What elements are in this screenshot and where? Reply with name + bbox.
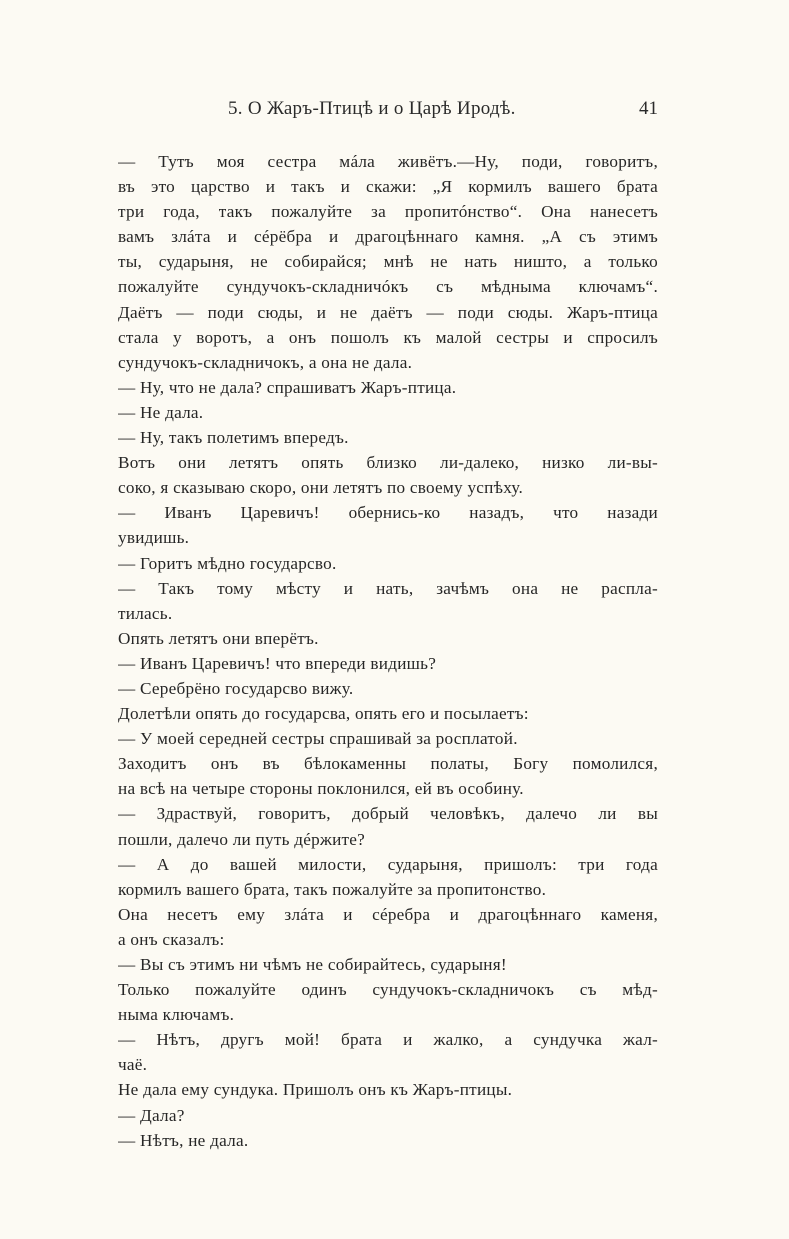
text-line: увидишь. — [118, 528, 190, 548]
text-line: Вотъ они летятъ опять близко ли-далеко, низко ли-вы- — [118, 453, 658, 473]
text-line: — А до вашей милости, сударыня, пришолъ: три года — [118, 854, 658, 874]
text-line: стала у воротъ, а онъ пошолъ къ малой сестры и спросилъ — [118, 327, 658, 347]
text-line: Не дала ему сундука. Пришолъ онъ къ Жаръ-птицы. — [118, 1080, 513, 1100]
text-line: — Нѣтъ, не дала. — [118, 1130, 249, 1150]
text-line: — Нѣтъ, другъ мой! брата и жалко, а сундучка жал- — [118, 1030, 658, 1050]
text-line: Заходитъ онъ въ бѣлокаменны полаты, Богу помолился, — [118, 754, 658, 774]
text-line: ныма ключамъ. — [118, 1005, 235, 1025]
page-header — [118, 98, 658, 128]
text-line: ты, сударыня, не собирайся; мнѣ не нать ништо, а только — [118, 252, 658, 272]
text-line: — Иванъ Царевичъ! обернись-ко назадъ, что назади — [118, 503, 658, 523]
text-line: а онъ сказалъ: — [118, 929, 225, 949]
text-line: — Дала? — [118, 1105, 185, 1125]
text-line: — У моей середней сестры спрашивай за росплатой. — [118, 729, 518, 749]
text-line: — Горитъ мѣдно государсво. — [118, 553, 337, 573]
text-line: — Вы съ этимъ ни чѣмъ не собирайтесь, сударыня! — [118, 955, 507, 974]
text-line: Опять летятъ они вперётъ. — [118, 628, 319, 648]
text-line: — Серебрёно государсво вижу. — [118, 678, 354, 698]
text-line: — Ну, что не дала? спрашиватъ Жаръ-птица. — [118, 377, 457, 397]
text-line: Даётъ — поди сюды, и не даётъ — поди сюды. Жаръ-птица — [118, 302, 658, 322]
text-line: — Здраствуй, говоритъ, добрый человѣкъ, далечо ли вы — [118, 804, 658, 824]
text-line: — Тутъ моя сестра мáла живётъ.—Ну, поди, говоритъ, — [118, 152, 658, 171]
text-line: на всѣ на четыре стороны поклонился, ей въ особину. — [118, 779, 524, 799]
running-title: 5. О Жаръ-Птицѣ и о Царѣ Иродѣ. — [228, 98, 516, 119]
text-line: пошли, далечо ли путь дéржите? — [118, 829, 366, 849]
text-line: три года, такъ пожалуйте за пропитóнство“. Она нанесетъ — [118, 202, 658, 222]
text-line: въ это царство и такъ и скажи: „Я кормилъ вашего брата — [118, 177, 658, 197]
text-line: пожалуйте сундучокъ-складничóкъ съ мѣдныма ключамъ“. — [118, 277, 658, 297]
text-line: — Не дала. — [118, 402, 204, 422]
text-line: Только пожалуйте одинъ сундучокъ-складничокъ съ мѣд- — [118, 980, 658, 1000]
text-line: — Иванъ Царевичъ! что впереди видишь? — [118, 653, 437, 673]
page-number: 41 — [639, 98, 658, 119]
text-line: сундучокъ-складничокъ, а она не дала. — [118, 352, 413, 372]
text-line: кормилъ вашего брата, такъ пожалуйте за пропитонство. — [118, 879, 547, 899]
text-line: вамъ злáта и сéрёбра и драгоцѣннаго камня. „А съ этимъ — [118, 227, 658, 247]
story-text — [118, 149, 658, 1153]
text-line: Долетѣли опять до государсва, опять его и посылаетъ: — [118, 704, 529, 724]
text-line: чаё. — [118, 1055, 148, 1075]
text-line: соко, я сказываю скоро, они летятъ по своему успѣху. — [118, 478, 524, 498]
text-line: — Такъ тому мѣсту и нать, зачѣмъ она не распла- — [118, 578, 658, 598]
text-line: Она несетъ ему злáта и сéребра и драгоцѣннаго каменя, — [118, 904, 658, 924]
text-line: — Ну, такъ полетимъ впередъ. — [118, 428, 349, 448]
text-line: тилась. — [118, 603, 173, 623]
